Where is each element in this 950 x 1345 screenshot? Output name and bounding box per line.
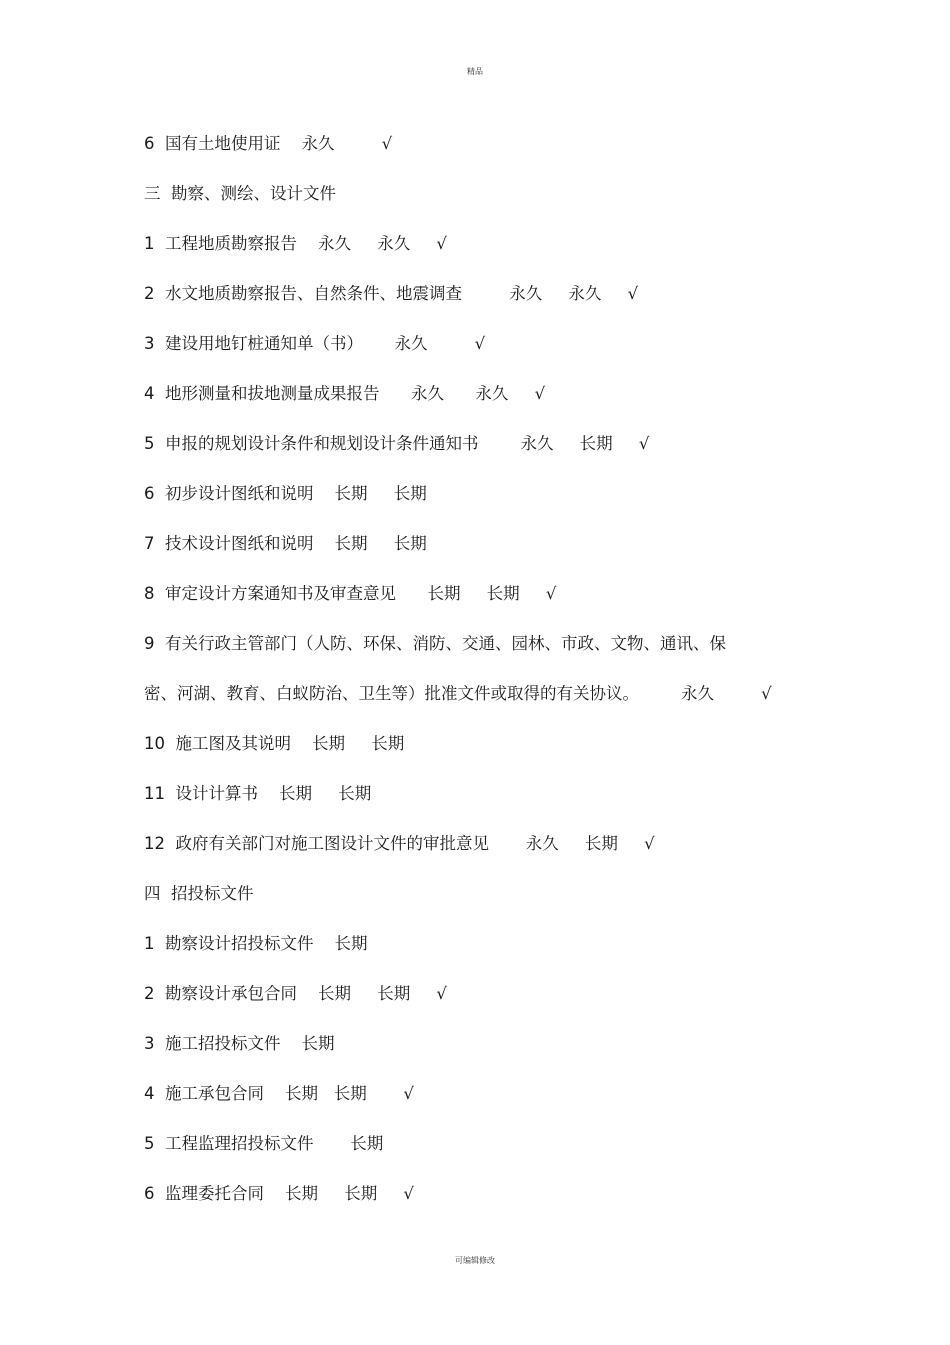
- text-line: 3 建设用地钉桩通知单（书） 永久 √: [144, 334, 486, 353]
- text-line: 10 施工图及其说明 长期 长期: [144, 734, 405, 753]
- text-line: 4 地形测量和拔地测量成果报告 永久 永久 √: [144, 384, 546, 403]
- text-line: 9 有关行政主管部门（人防、环保、消防、交通、园林、市政、文物、通讯、保: [144, 634, 726, 653]
- text-line: 12 政府有关部门对施工图设计文件的审批意见 永久 长期 √: [144, 834, 655, 853]
- text-line: 2 水文地质勘察报告、自然条件、地震调查 永久 永久 √: [144, 284, 639, 303]
- page-footer: 可编辑修改: [455, 1256, 495, 1265]
- page-header: 精品: [467, 67, 483, 76]
- text-line: 6 国有土地使用证 永久 √: [144, 134, 393, 153]
- section-heading: 四 招投标文件: [144, 884, 254, 903]
- text-line: 4 施工承包合同 长期 长期 √: [144, 1084, 414, 1103]
- text-line: 8 审定设计方案通知书及审查意见 长期 长期 √: [144, 584, 557, 603]
- section-heading: 三 勘察、测绘、设计文件: [144, 184, 336, 203]
- text-line: 7 技术设计图纸和说明 长期 长期: [144, 534, 427, 553]
- text-line: 5 申报的规划设计条件和规划设计条件通知书 永久 长期 √: [144, 434, 650, 453]
- text-line: 6 监理委托合同 长期 长期 √: [144, 1184, 414, 1203]
- text-line: 11 设计计算书 长期 长期: [144, 784, 372, 803]
- text-line: 3 施工招投标文件 长期: [144, 1034, 335, 1053]
- text-line: 1 工程地质勘察报告 永久 永久 √: [144, 234, 447, 253]
- document-body: [144, 131, 844, 1231]
- text-line: 5 工程监理招投标文件 长期: [144, 1134, 384, 1153]
- text-line: 2 勘察设计承包合同 长期 长期 √: [144, 984, 447, 1003]
- text-line: 6 初步设计图纸和说明 长期 长期: [144, 484, 427, 503]
- text-line: 1 勘察设计招投标文件 长期: [144, 934, 368, 953]
- text-line-continued: 密、河湖、教育、白蚁防治、卫生等）批准文件或取得的有关协议。 永久 √: [144, 684, 772, 703]
